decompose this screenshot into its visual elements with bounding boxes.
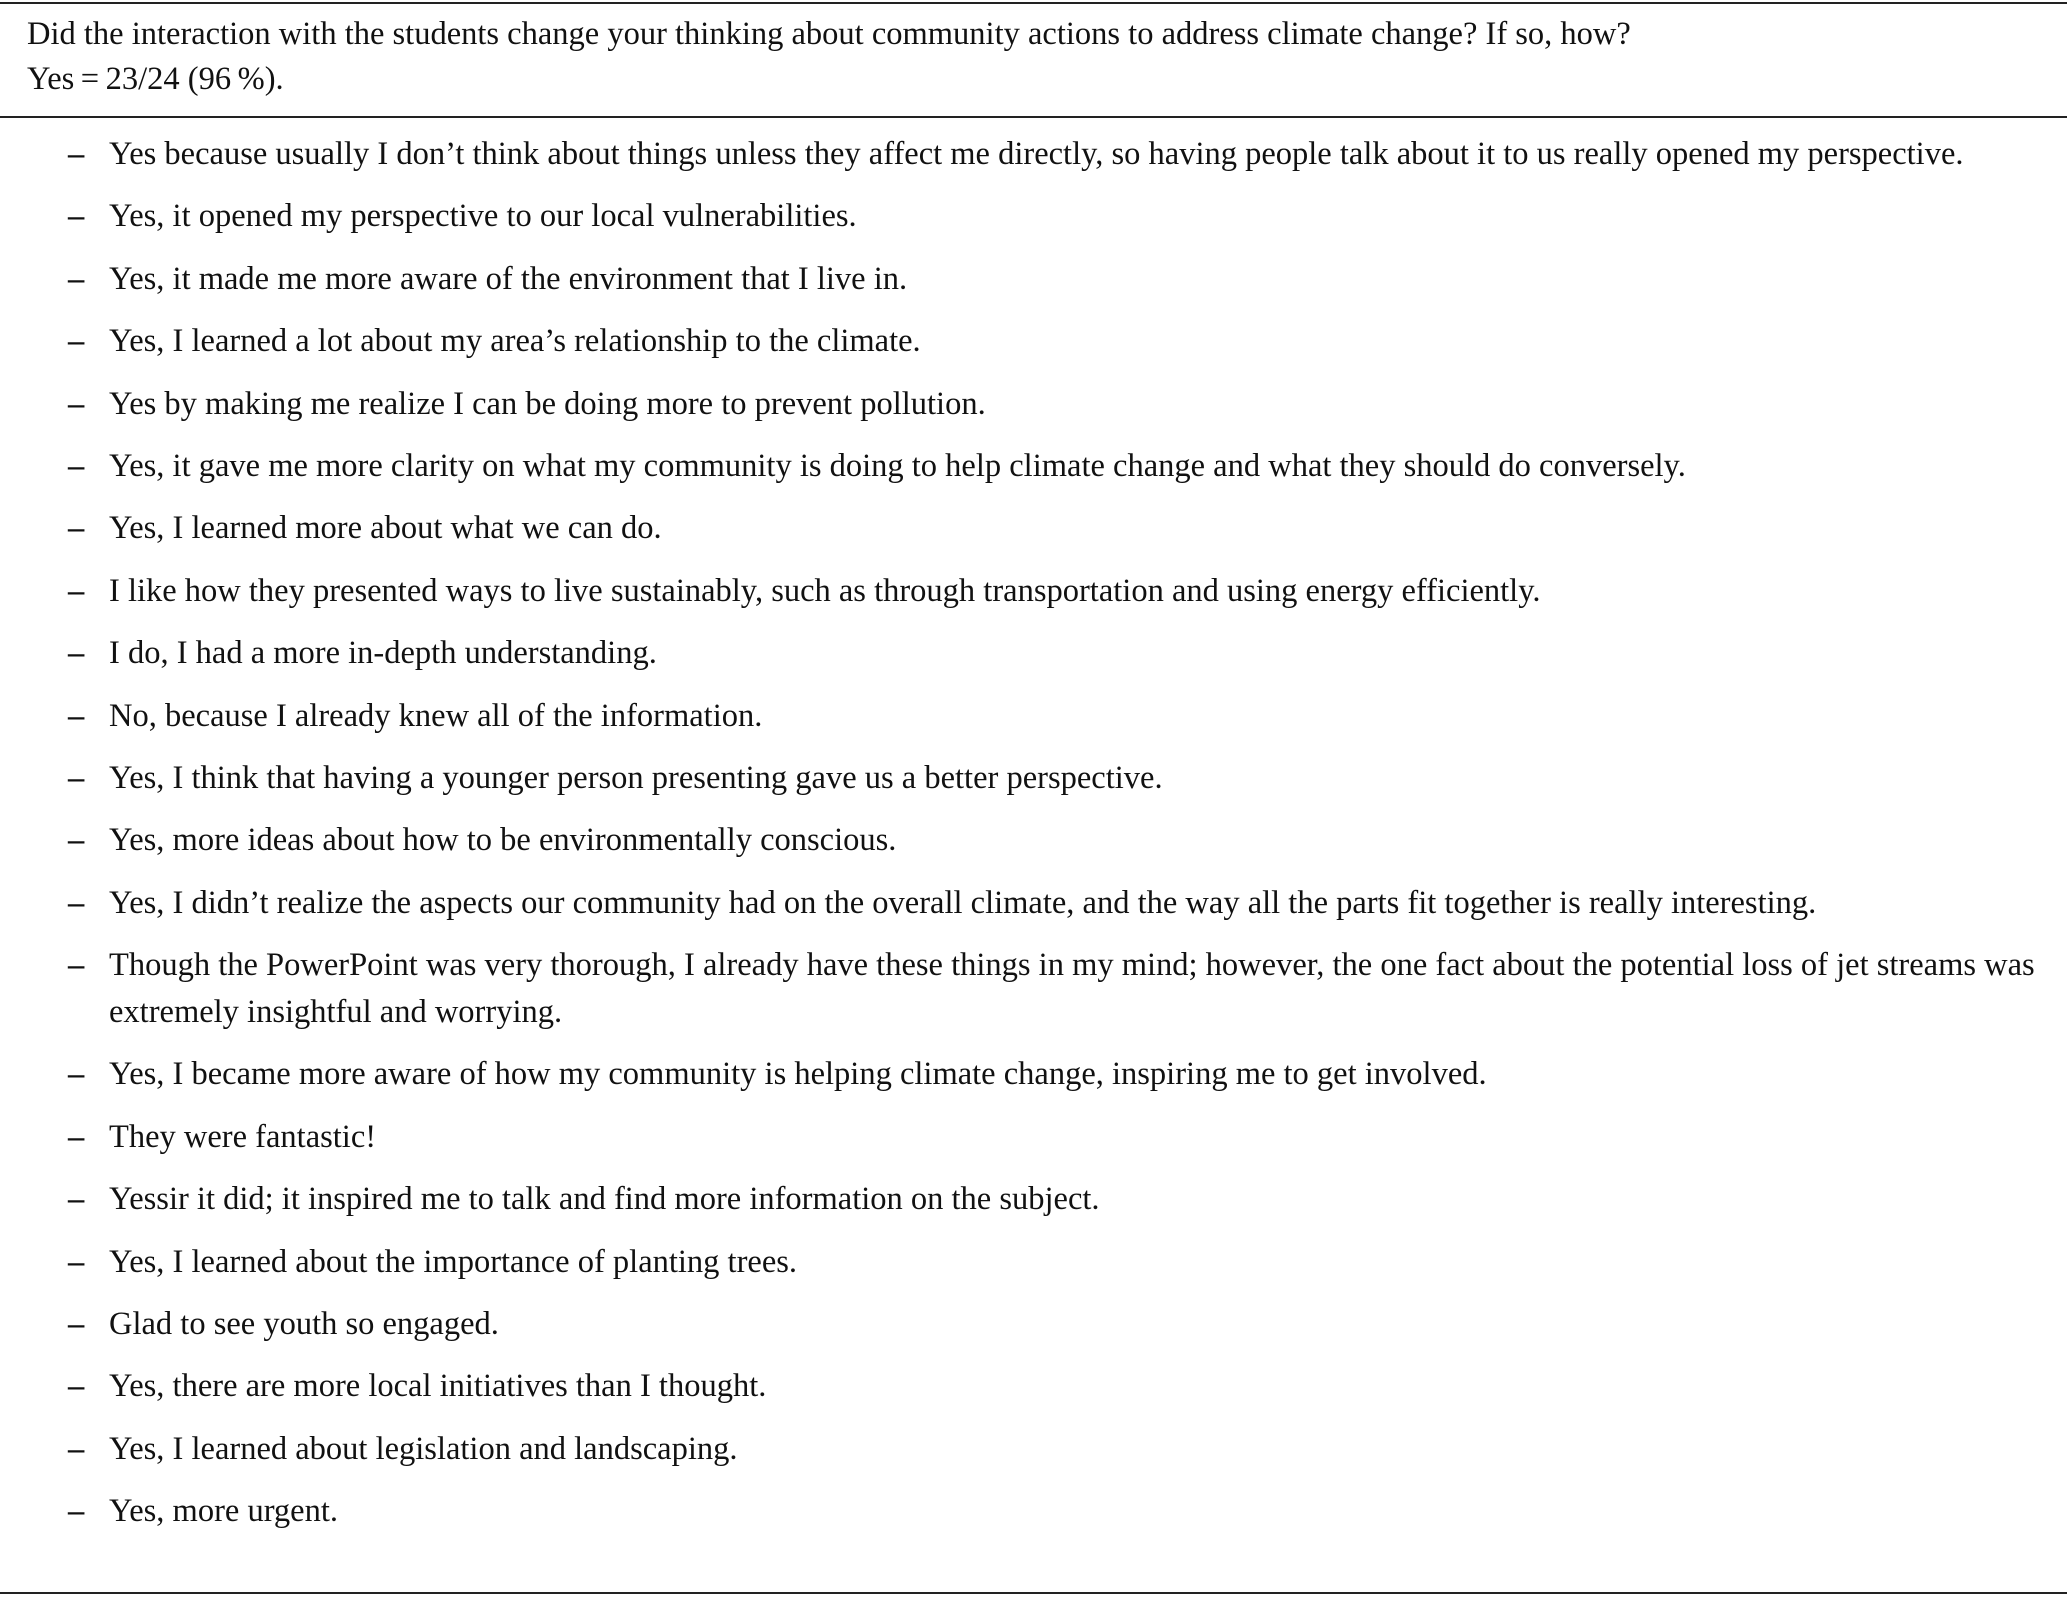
list-bullet: – — [68, 1368, 85, 1405]
list-item — [0, 1488, 2067, 1535]
list-bullet: – — [68, 884, 85, 921]
table-top-rule — [0, 2, 2067, 4]
list-bullet: – — [68, 1306, 85, 1343]
list-item — [0, 1176, 2067, 1223]
table-header-rule — [0, 116, 2067, 118]
list-bullet: – — [68, 1430, 85, 1467]
response-text: They were fantastic! — [109, 1118, 377, 1155]
response-text: Yes, I think that having a younger person presenting gave us a better perspective. — [109, 759, 1163, 796]
list-item — [0, 505, 2067, 552]
response-text: Yes, it made me more aware of the environment that I live in. — [109, 260, 908, 297]
list-bullet: – — [68, 1243, 85, 1280]
list-bullet: – — [68, 822, 85, 859]
response-text: I do, I had a more in-depth understanding. — [109, 635, 657, 672]
list-item — [0, 630, 2067, 677]
response-text: Yes, I didn’t realize the aspects our community had on the overall climate, and the way all the parts fit together is really interesting. — [109, 884, 1817, 921]
list-bullet: – — [68, 447, 85, 484]
table-header — [27, 12, 2047, 102]
list-bullet: – — [68, 385, 85, 422]
list-item — [0, 568, 2067, 615]
list-bullet: – — [68, 198, 85, 235]
list-bullet: – — [68, 136, 85, 172]
response-text: Yes, I learned about the importance of planting trees. — [109, 1243, 798, 1280]
list-bullet: – — [68, 1181, 85, 1218]
list-item — [0, 193, 2067, 240]
list-bullet: – — [68, 759, 85, 796]
list-item — [0, 131, 2067, 178]
list-item — [0, 942, 2067, 1036]
list-bullet: – — [68, 510, 85, 547]
list-item — [0, 318, 2067, 365]
list-bullet: – — [68, 572, 85, 609]
response-text: Yes, there are more local initiatives than I thought. — [109, 1368, 767, 1405]
list-item — [0, 693, 2067, 740]
list-bullet: – — [68, 1493, 85, 1530]
list-item — [0, 1114, 2067, 1161]
list-item — [0, 256, 2067, 303]
response-text: Yes, more urgent. — [109, 1493, 339, 1530]
list-item — [0, 1363, 2067, 1410]
list-item — [0, 755, 2067, 802]
response-text: Yes, I learned a lot about my area’s relationship to the climate. — [109, 323, 921, 360]
list-bullet: – — [68, 1056, 85, 1093]
response-text: I like how they presented ways to live sustainably, such as through transportation and using energy efficiently. — [109, 572, 1541, 609]
response-text: Yes because usually I don’t think about things unless they affect me directly, so having people talk about it to us really opened my perspective. — [109, 136, 1964, 172]
response-text: Yessir it did; it inspired me to talk and find more information on the subject. — [109, 1181, 1100, 1218]
response-text: No, because I already knew all of the information. — [109, 697, 763, 734]
response-text: Though the PowerPoint was very thorough, I already have these things in my mind; however, the one fact about the potential loss of jet streams was extremely insightful and worrying. — [109, 947, 2035, 1031]
response-text: Yes by making me realize I can be doing more to prevent pollution. — [109, 385, 986, 422]
response-text: Glad to see youth so engaged. — [109, 1306, 499, 1343]
question-text: Did the interaction with the students change your thinking about community actions to address climate change? If so, how? — [27, 16, 1631, 52]
list-bullet: – — [68, 323, 85, 360]
response-text: Yes, I learned about legislation and landscaping. — [109, 1430, 738, 1467]
list-item — [0, 381, 2067, 428]
response-text: Yes, more ideas about how to be environmentally conscious. — [109, 822, 897, 859]
list-bullet: – — [68, 697, 85, 734]
list-item — [0, 817, 2067, 864]
table-bottom-rule — [0, 1592, 2067, 1594]
list-bullet: – — [68, 1118, 85, 1155]
question-result: Yes = 23/24 (96 %). — [27, 61, 284, 97]
list-item — [0, 1301, 2067, 1348]
response-text: Yes, it opened my perspective to our local vulnerabilities. — [109, 198, 857, 235]
list-item — [0, 880, 2067, 927]
response-text: Yes, it gave me more clarity on what my community is doing to help climate change and what they should do conversely. — [109, 447, 1686, 484]
list-item — [0, 1239, 2067, 1286]
list-item — [0, 443, 2067, 490]
list-item — [0, 1426, 2067, 1473]
list-bullet: – — [68, 260, 85, 297]
list-item — [0, 1051, 2067, 1098]
response-text: Yes, I learned more about what we can do. — [109, 510, 662, 547]
list-bullet: – — [68, 947, 85, 984]
response-text: Yes, I became more aware of how my community is helping climate change, inspiring me to get involved. — [109, 1056, 1487, 1093]
response-list — [0, 131, 2067, 1551]
list-bullet: – — [68, 635, 85, 672]
